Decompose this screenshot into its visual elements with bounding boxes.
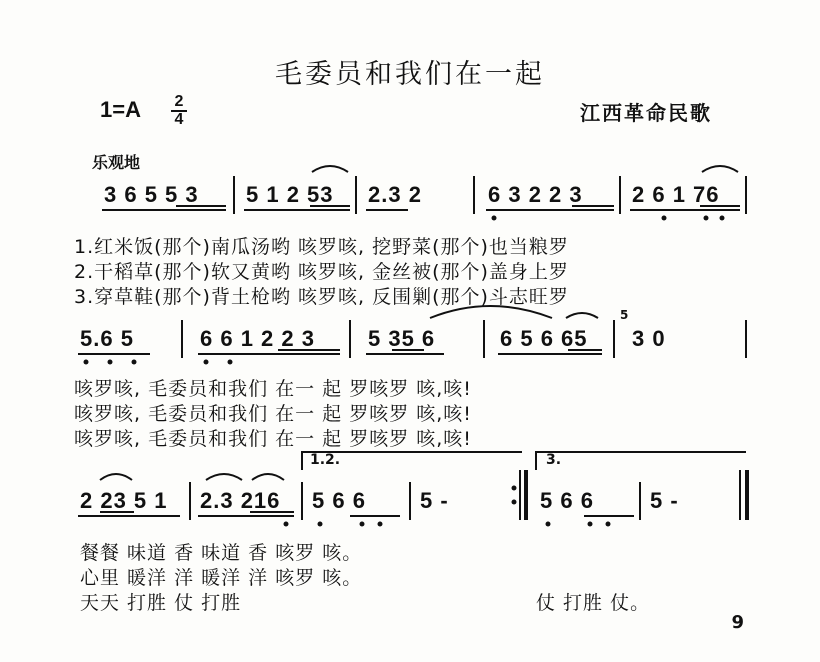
- octave-dot: [108, 360, 113, 365]
- octave-dot: [132, 360, 137, 365]
- time-signature-top: 2: [174, 93, 184, 110]
- staff3-measure3: 5 6 6: [312, 488, 366, 513]
- repeat-dot: [512, 486, 517, 491]
- slur: [566, 313, 598, 318]
- staff3-measure6: 5 -: [650, 488, 679, 513]
- repeat-dot: [512, 500, 517, 505]
- staff3-measure5: 5 6 6: [540, 488, 594, 513]
- staff2-lyric-verse1: 咳罗咳, 毛委员和我们 在一 起 罗咳罗 咳,咳!: [74, 378, 472, 400]
- time-signature-bottom: 4: [174, 111, 184, 128]
- key-signature: 1=A: [100, 97, 141, 122]
- volta-1-2: 1.2.: [310, 452, 341, 468]
- staff3-measure2: 2.3 216: [200, 488, 281, 513]
- staff3-lyric-verse3: 天天 打胜 仗 打胜: [80, 592, 242, 614]
- song-source: 江西革命民歌: [580, 101, 712, 125]
- octave-dot: [492, 216, 497, 221]
- octave-dot: [720, 216, 725, 221]
- octave-dot: [228, 360, 233, 365]
- staff1-measure1: 3 6 5 5 3: [104, 182, 199, 207]
- slur: [252, 474, 284, 480]
- staff1-measure5: 2 6 1 76: [632, 182, 720, 207]
- grace-note: 5: [620, 308, 629, 322]
- slur: [100, 474, 132, 480]
- staff3-ending-lyric: 仗 打胜 仗。: [536, 592, 651, 614]
- staff1-lyric-verse2: 2.干稻草(那个)软又黄哟 咳罗咳, 金丝被(那个)盖身上罗: [74, 261, 569, 283]
- octave-dot: [318, 522, 323, 527]
- staff2-lyric-verse3: 咳罗咳, 毛委员和我们 在一 起 罗咳罗 咳,咳!: [74, 428, 472, 450]
- octave-dot: [84, 360, 89, 365]
- slur: [702, 166, 738, 172]
- slur: [312, 166, 348, 172]
- octave-dot: [662, 216, 667, 221]
- octave-dot: [284, 522, 289, 527]
- staff2-measure2: 6 6 1 2 2 3: [200, 326, 315, 351]
- staff1-lyric-verse3: 3.穿草鞋(那个)背土枪哟 咳罗咳, 反围剿(那个)斗志旺罗: [74, 286, 569, 308]
- octave-dot: [546, 522, 551, 527]
- octave-dot: [204, 360, 209, 365]
- page-number: 9: [731, 612, 750, 633]
- staff2-measure5: 3 0: [632, 326, 666, 351]
- staff1-lyric-verse1: 1.红米饭(那个)南瓜汤哟 咳罗咳, 挖野菜(那个)也当粮罗: [74, 236, 569, 258]
- octave-dot: [588, 522, 593, 527]
- staff2-measure4: 6 5 6 65: [500, 326, 588, 351]
- staff2-measure3: 5 35 6: [368, 326, 436, 351]
- song-title: 毛委员和我们在一起: [275, 59, 545, 90]
- staff3-measure1: 2 23 5 1: [80, 488, 168, 513]
- volta-bracket: [302, 452, 522, 470]
- staff1-measure3: 2.3 2: [368, 182, 422, 207]
- octave-dot: [704, 216, 709, 221]
- tempo-marking: 乐观地: [92, 153, 141, 172]
- octave-dot: [378, 522, 383, 527]
- staff2-lyric-verse2: 咳罗咳, 毛委员和我们 在一 起 罗咳罗 咳,咳!: [74, 403, 472, 425]
- staff2-measure1: 5.6 5: [80, 326, 134, 351]
- staff1-measure4: 6 3 2 2 3: [488, 182, 583, 207]
- staff3-measure4: 5 -: [420, 488, 449, 513]
- octave-dot: [606, 522, 611, 527]
- volta-bracket: [536, 452, 746, 470]
- octave-dot: [360, 522, 365, 527]
- slur: [206, 474, 242, 480]
- staff3-lyric-verse2: 心里 暖洋 洋 暖洋 洋 咳罗 咳。: [80, 567, 363, 589]
- staff3-lyric-verse1: 餐餐 味道 香 味道 香 咳罗 咳。: [80, 542, 363, 564]
- slur: [430, 306, 552, 318]
- staff1-measure2: 5 1 2 53: [246, 182, 334, 207]
- volta-3: 3.: [546, 452, 562, 468]
